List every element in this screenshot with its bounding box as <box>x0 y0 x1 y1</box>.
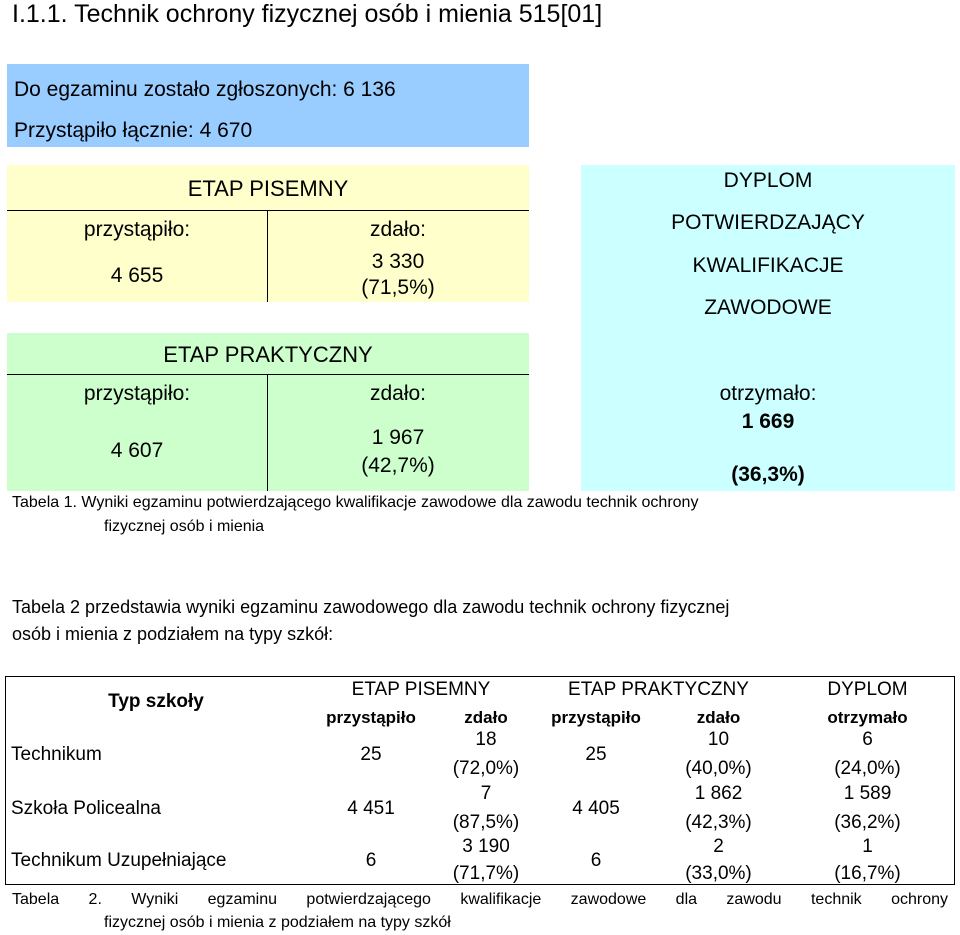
registration-summary <box>7 64 529 147</box>
written-passed-value: 3 330 <box>371 250 425 273</box>
diploma-title-line2: POTWIERDZAJĄCY <box>671 211 865 234</box>
written-passed-cell: 7 <box>480 783 492 804</box>
diploma-received-percent: (36,3%) <box>731 463 805 486</box>
attended-total: Przystąpiło łącznie: 4 670 <box>14 119 253 142</box>
school-type-header: Typ szkoły <box>108 691 204 712</box>
intro-paragraph-cont: osób i mienia z podziałem na typy szkół: <box>12 624 334 644</box>
table1-caption: Tabela 1. Wyniki egzaminu potwierdzającego kwalifikacje zawodowe dla zawodu technik ochrony <box>12 494 699 511</box>
table2-caption: Tabela 2. Wyniki egzaminu potwierdzającego kwalifikacje zawodowe dla zawodu technik ochrony <box>12 891 948 908</box>
diploma-received-cell: 1 <box>862 836 873 857</box>
written-passed-percent: (71,5%) <box>361 276 435 299</box>
diploma-received-percent-cell: (16,7%) <box>834 863 901 884</box>
practical-passed-percent-cell: (40,0%) <box>685 758 752 779</box>
diploma-received-value: 1 669 <box>741 410 795 433</box>
diploma-title-line3: KWALIFIKACJE <box>692 254 844 277</box>
practical-attended-value: 4 607 <box>110 439 164 462</box>
written-passed-percent-cell: (72,0%) <box>452 758 520 779</box>
diploma-received-percent-cell: (36,2%) <box>834 812 901 833</box>
written-passed-label: zdało: <box>369 218 427 241</box>
diploma-column-header: DYPLOM <box>827 679 908 700</box>
table-row-school: Technikum Uzupełniające <box>11 850 227 871</box>
practical-passed-label: zdało: <box>369 382 427 405</box>
practical-passed-cell: 10 <box>707 729 730 750</box>
page-title: I.1.1. Technik ochrony fizycznej osób i mienia 515[01] <box>12 0 603 28</box>
practical-passed-cell: 1 862 <box>694 783 743 804</box>
practical-passed-percent: (42,7%) <box>361 454 435 477</box>
written-passed-percent-cell: (71,7%) <box>452 863 520 884</box>
written-stage-column-header: ETAP PISEMNY <box>351 679 491 700</box>
written-passed-cell: 3 190 <box>462 836 510 857</box>
diploma-received-cell: 1 589 <box>843 783 892 804</box>
written-stage-box <box>7 165 529 302</box>
table1-caption-cont: fizycznej osób i mienia <box>104 518 265 535</box>
diploma-title-line4: ZAWODOWE <box>704 296 832 319</box>
practical-stage-column-header: ETAP PRAKTYCZNY <box>568 679 749 700</box>
diploma-received-percent-cell: (24,0%) <box>834 758 901 779</box>
practical-passed-value: 1 967 <box>371 426 425 449</box>
practical-passed-cell: 2 <box>713 836 724 857</box>
subheader-received: otrzymało <box>827 708 908 727</box>
written-attended-value: 4 655 <box>110 264 164 287</box>
subheader-passed: zdało <box>696 708 741 727</box>
diploma-title-line1: DYPLOM <box>723 169 813 192</box>
diploma-received-label: otrzymało: <box>719 382 817 405</box>
practical-attended-cell: 6 <box>590 850 602 871</box>
written-stage-header: ETAP PISEMNY <box>187 176 349 201</box>
divider <box>7 210 529 211</box>
practical-attended-cell: 25 <box>585 744 607 765</box>
table2-caption-cont: fizycznej osób i mienia z podziałem na typy szkół <box>104 914 451 931</box>
subheader-passed: zdało <box>464 708 508 727</box>
practical-stage-header: ETAP PRAKTYCZNY <box>163 342 373 367</box>
written-attended-cell: 4 451 <box>347 798 395 819</box>
written-attended-label: przystąpiło: <box>83 218 191 241</box>
subheader-attended: przystąpiło <box>326 708 416 727</box>
diploma-box <box>581 165 955 491</box>
written-passed-cell: 18 <box>475 729 497 750</box>
results-table <box>5 676 955 885</box>
practical-attended-cell: 4 405 <box>572 798 620 819</box>
written-attended-cell: 6 <box>365 850 377 871</box>
practical-attended-label: przystąpiło: <box>83 382 191 405</box>
intro-paragraph: Tabela 2 przedstawia wyniki egzaminu zawodowego dla zawodu technik ochrony fizycznej <box>12 597 730 617</box>
written-attended-cell: 25 <box>360 744 382 765</box>
table-row-school: Szkoła Policealna <box>11 798 161 819</box>
table-row-school: Technikum <box>11 744 102 765</box>
written-passed-percent-cell: (87,5%) <box>452 812 520 833</box>
practical-passed-percent-cell: (33,0%) <box>685 863 752 884</box>
subheader-attended: przystąpiło <box>551 708 641 727</box>
registered-count: Do egzaminu zostało zgłoszonych: 6 136 <box>14 78 396 101</box>
divider <box>7 374 529 375</box>
diploma-received-cell: 6 <box>862 729 873 750</box>
practical-passed-percent-cell: (42,3%) <box>685 812 752 833</box>
practical-stage-box <box>7 333 529 491</box>
